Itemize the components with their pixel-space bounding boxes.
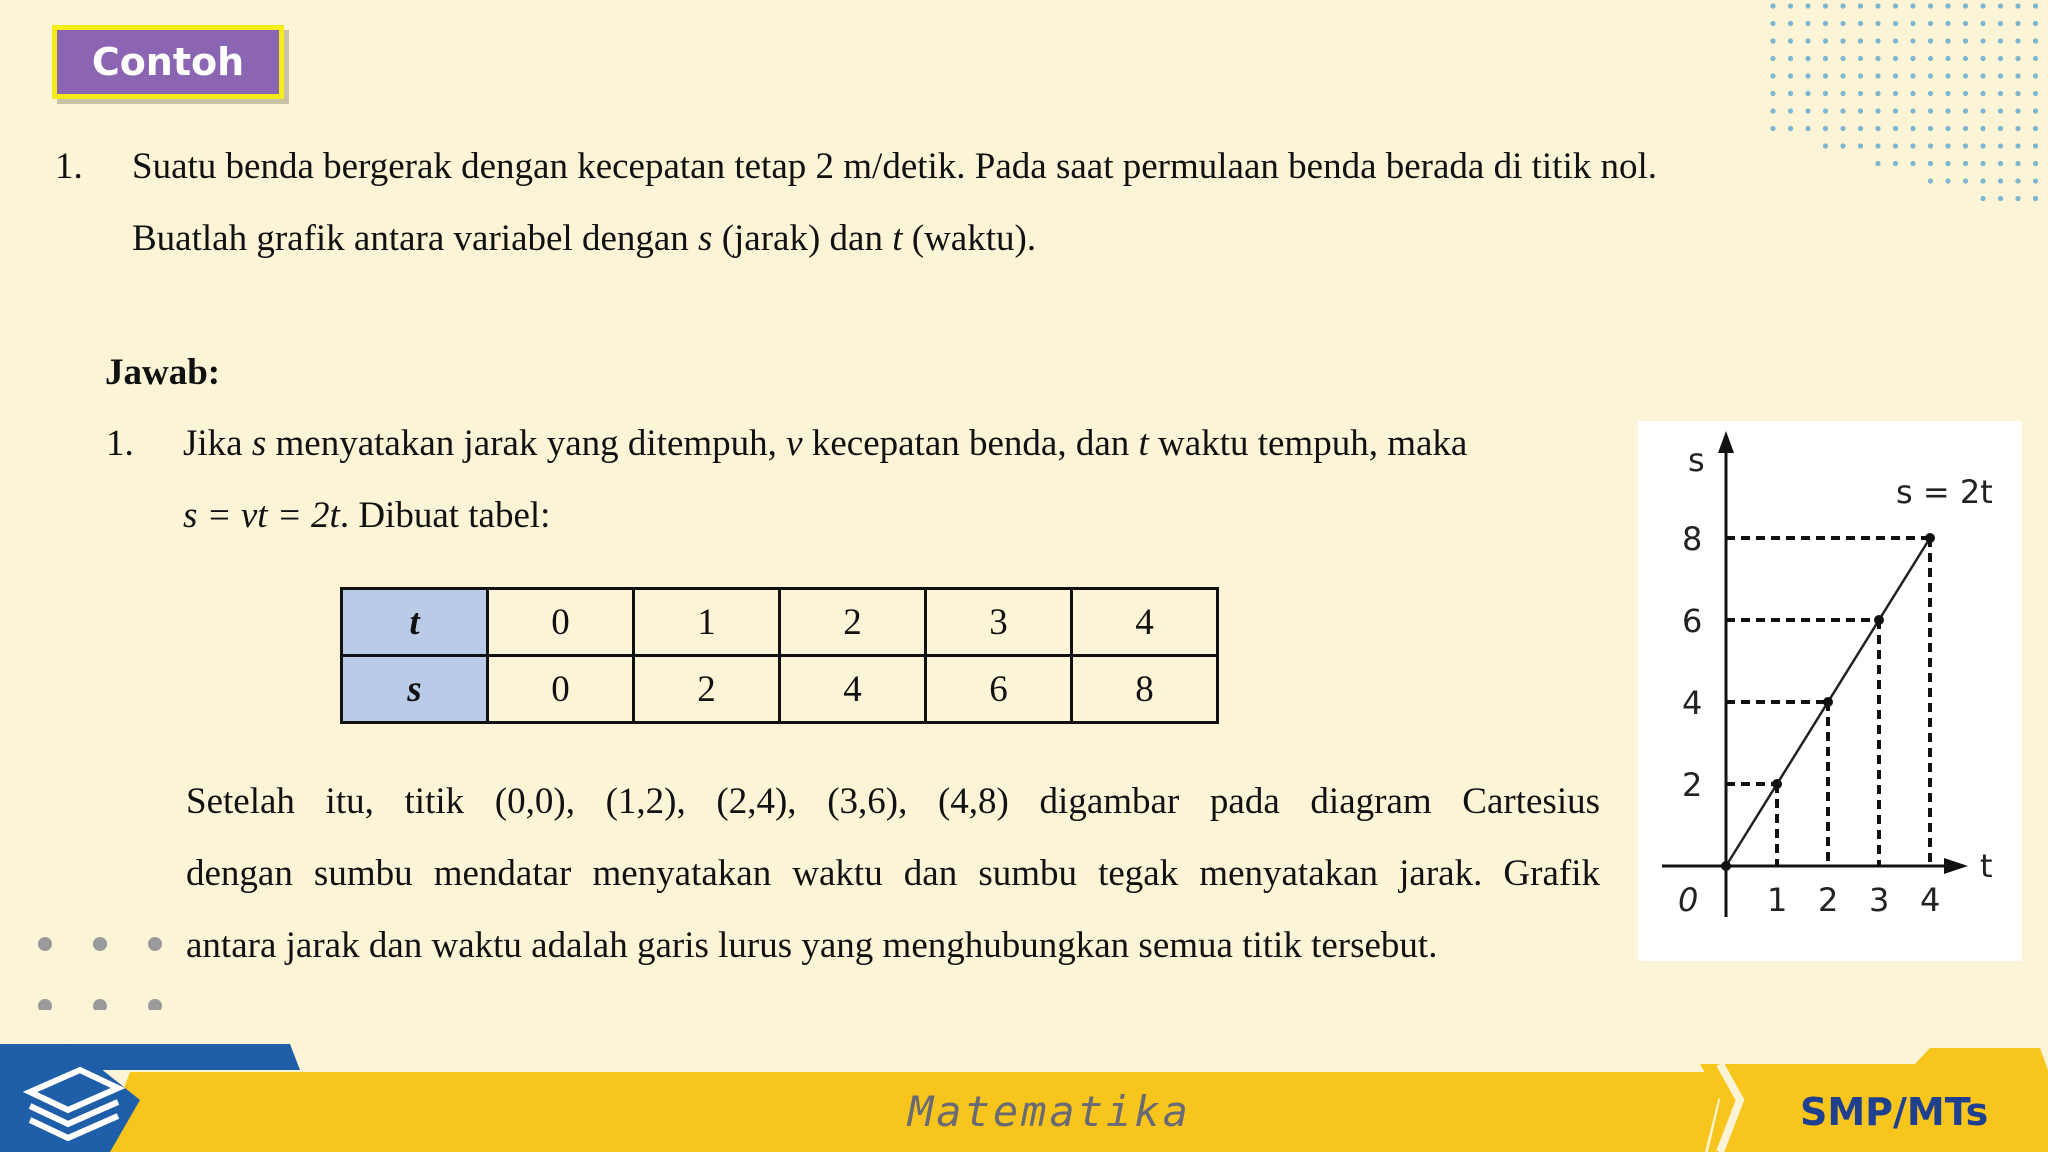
origin-label: 0 [1678,881,1699,919]
data-point [1772,779,1782,789]
table-head-t: t [342,589,488,656]
decorative-dots [30,930,170,1010]
table-head-s: s [342,656,488,723]
table-cell: 4 [1072,589,1218,656]
table-row [342,589,1218,656]
y-tick-label: 6 [1682,602,1703,640]
table-cell: 8 [1072,656,1218,723]
x-axis-label: t [1980,847,1993,885]
table-cell: 4 [780,656,926,723]
explanation-line-1: Setelah itu, titik (0,0), (1,2), (2,4), (3,6), (4,8) digambar pada diagram Cartesius [186,781,1600,822]
table-cell: 3 [926,589,1072,656]
footer-level-label: SMP/MTs [1800,1090,1989,1134]
x-tick-label: 2 [1818,881,1839,919]
table-cell: 1 [634,589,780,656]
table-cell: 6 [926,656,1072,723]
table-cell: 2 [780,589,926,656]
y-tick-label: 8 [1682,520,1703,558]
table-cell: 0 [488,589,634,656]
data-point [1823,697,1833,707]
x-tick-label: 1 [1767,881,1788,919]
x-tick-label: 4 [1920,881,1941,919]
formula: s = vt = 2t [183,495,340,536]
question-line-2: Buatlah grafik antara variabel dengan s (jarak) dan t (waktu). [132,218,1037,259]
decorative-dot-grid [1765,0,2048,215]
contoh-badge [52,25,284,99]
badge-label: Contoh [91,40,245,84]
answer-heading: Jawab: [105,352,221,393]
question-line-1: Suatu benda bergerak dengan kecepatan tetap 2 m/detik. Pada saat permulaan benda berada di titik nol. [132,146,1658,187]
y-tick-label: 4 [1682,684,1703,722]
answer-line-1: Jika s menyatakan jarak yang ditempuh, v kecepatan benda, dan t waktu tempuh, maka [183,423,1468,464]
values-table [340,587,1219,724]
answer-number: 1. [106,423,134,464]
y-tick-label: 2 [1682,766,1703,804]
data-point [1925,533,1935,543]
line-label: s = 2t [1896,473,1993,511]
y-axis-label: s [1688,441,1705,479]
x-tick-label: 3 [1869,881,1890,919]
distance-time-graph [1638,421,2022,961]
data-point [1874,615,1884,625]
y-axis-arrow-icon [1718,431,1734,453]
graph-panel [1638,421,2022,961]
explanation-line-2: dengan sumbu mendatar menyatakan waktu dan sumbu tegak menyatakan jarak. Grafik [186,853,1600,894]
data-point [1721,861,1731,871]
x-axis-arrow-icon [1944,858,1968,874]
table-row [342,656,1218,723]
table-cell: 0 [488,656,634,723]
table-cell: 2 [634,656,780,723]
footer-subject-title: Matematika [908,1087,1191,1136]
explanation-line-3: antara jarak dan waktu adalah garis lurus yang menghubungkan semua titik tersebut. [186,925,1438,966]
answer-line-2: s = vt = 2t. Dibuat tabel: [183,495,551,536]
question-number: 1. [55,146,83,187]
